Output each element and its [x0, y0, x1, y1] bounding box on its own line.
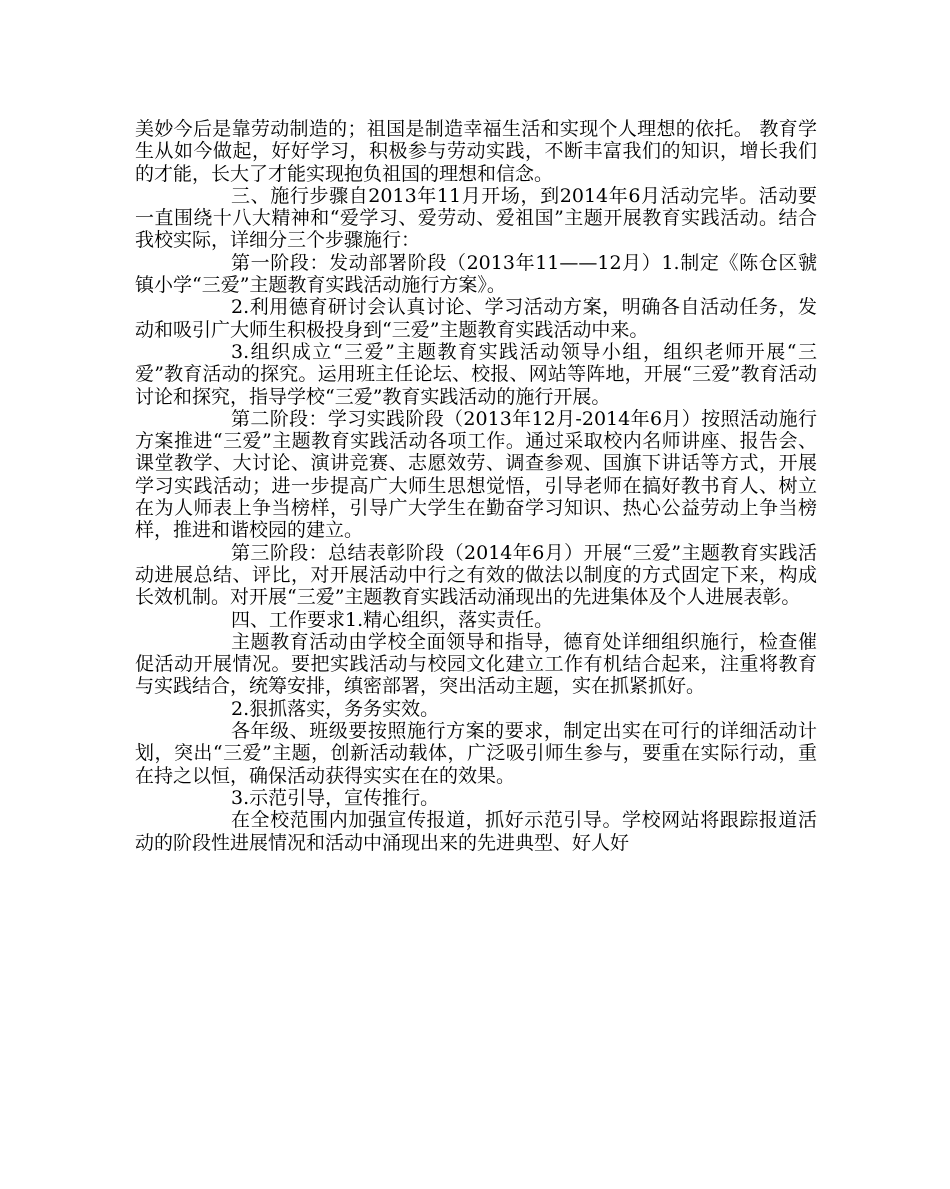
paragraph: 美妙今后是靠劳动制造的；祖国是制造幸福生活和实现个人理想的依托。 教育学生从如今做起，好好学习，积极参与劳动实践，不断丰富我们的知识，增长我们的才能，长大了才能实现抱负祖国的理想和信念。 [135, 118, 817, 185]
paragraph: 主题教育活动由学校全面领导和指导，德育处详细组织施行，检查催促活动开展情况。要把实践活动与校园文化建立工作有机结合起来，注重将教育与实践结合，统筹安排，缜密部署，突出活动主题，实在抓紧抓好。 [135, 630, 817, 698]
paragraph: 各年级、班级要按照施行方案的要求，制定出实在可行的详细活动计划，突出“三爱”主题，创新活动载体，广泛吸引师生参与，要重在实际行动，重在持之以恒，确保活动获得实实在在的效果。 [135, 720, 817, 787]
section-heading: 2.狠抓落实，务务实效。 [231, 697, 440, 720]
paragraph: 2.利用德育研讨会认真讨论、学习活动方案，明确各自活动任务，发动和吸引广大师生积极投身到“三爱”主题教育实践活动中来。 [135, 296, 817, 341]
paragraph: 第三阶段：总结表彰阶段（2014年6月）开展“三爱”主题教育实践活动进展总结、评比，对开展活动中行之有效的做法以制度的方式固定下来，构成长效机制。对开展“三爱”主题教育实践活动涌现出的先进集体及个人进展表彰。 [135, 541, 817, 609]
paragraph: 3.组织成立“三爱”主题教育实践活动领导小组，组织老师开展“三爱”教育活动的探究。运用班主任论坛、校报、网站等阵地，开展“三爱”教育活动讨论和探究，指导学校“三爱”教育实践活动的施行开展。 [135, 340, 817, 408]
paragraph: 第一阶段：发动部署阶段（2013年11——12月）1.制定《陈仓区虢镇小学“三爱”主题教育实践活动施行方案》。 [135, 251, 817, 297]
paragraph: 在全校范围内加强宣传报道，抓好示范引导。学校网站将跟踪报道活动的阶段性进展情况和活动中涌现出来的先进典型、好人好 [135, 809, 817, 854]
section-heading: 3.示范引导，宣传推行。 [231, 786, 440, 809]
document-body [135, 118, 817, 854]
section-heading: 四、工作要求1.精心组织，落实责任。 [231, 608, 554, 631]
paragraph: 三、施行步骤自2013年11月开场，到2014年6月活动完毕。活动要一直围绕十八大精神和“爱学习、爱劳动、爱祖国”主题开展教育实践活动。结合我校实际，详细分三个步骤施行： [135, 184, 817, 252]
paragraph: 第二阶段：学习实践阶段（2013年12月-2014年6月）按照活动施行方案推进“三爱”主题教育实践活动各项工作。通过采取校内名师讲座、报告会、课堂教学、大讨论、演讲竞赛、志愿效劳、调查参观、国旗下讲话等方式，开展学习实践活动；进一步提高广大师生思想觉悟，引导老师在搞好教书育人、树立在为人师表上争当榜样，引导广大学生在勤奋学习知识、热心公益劳动上争当榜样，推进和谐校园的建立。 [135, 407, 817, 542]
